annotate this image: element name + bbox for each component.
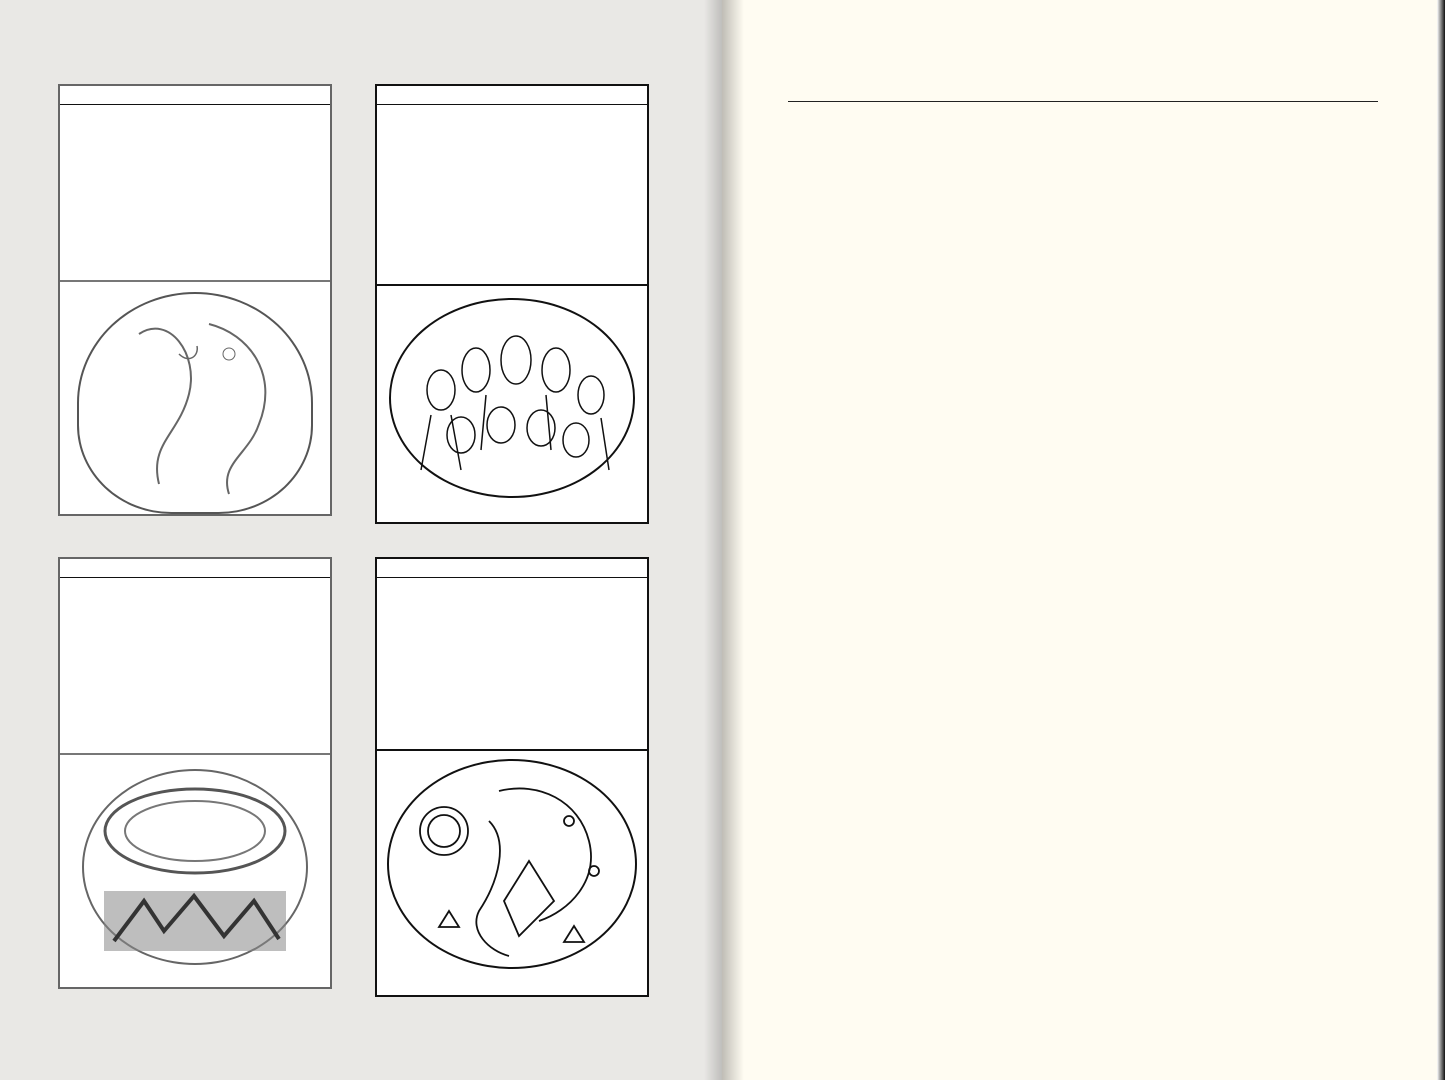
right-page-index: [722, 0, 1445, 1080]
book-ad-nietzsche: [375, 557, 649, 997]
donation-stamp: [1122, 940, 1188, 944]
book-ad-heller: [58, 84, 332, 516]
cover-illustration: [82, 769, 308, 965]
book-ad-memorie: [58, 557, 332, 989]
cover-illustration: [387, 759, 637, 969]
cover-illustration: [77, 292, 313, 514]
cover-illustration: [389, 298, 635, 498]
book-ad-gino-michele: [375, 84, 649, 524]
left-page-book-ads: [0, 0, 722, 1080]
table-of-contents: [788, 100, 1378, 104]
